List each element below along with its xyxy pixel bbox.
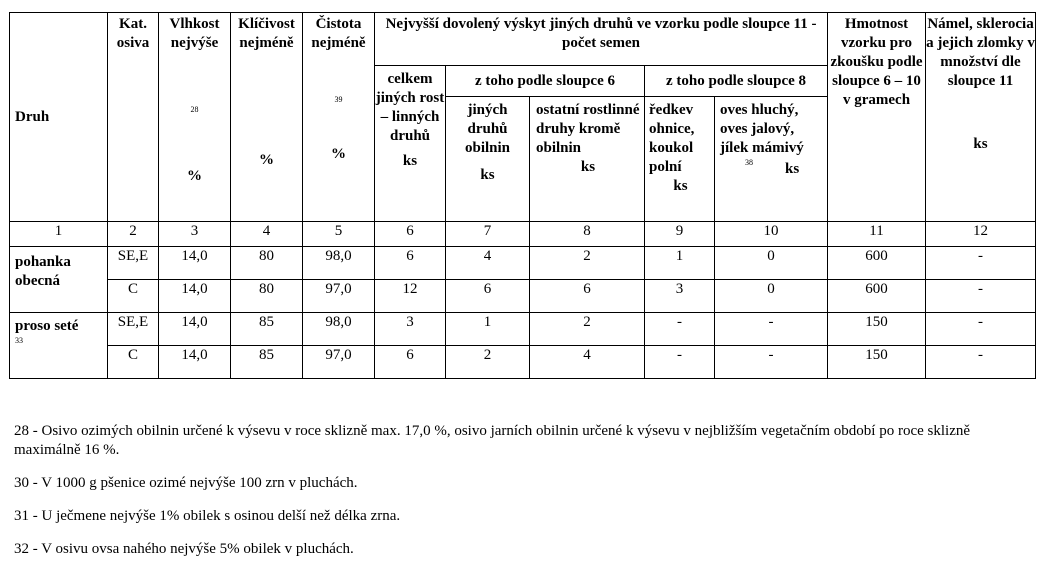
table-cell: 4: [446, 247, 530, 280]
unit-ks: ks: [402, 153, 418, 169]
header-jinych-obilnin-label: jiných druhů obilnin: [464, 102, 511, 156]
header-ostatni: [530, 97, 645, 222]
header-vlhkost: [159, 13, 231, 222]
footnote-ref-33: 33: [15, 336, 23, 345]
footnote-28: 28 - Osivo ozimých obilnin určené k výsevu v roce sklizně max. 17,0 %, osivo jarních obilnin určené k výsevu v nejbližším vegetačním období po roce sklizně maximálně 16 %.: [14, 423, 971, 458]
table-cell: -: [926, 247, 1036, 280]
table-cell: 98,0: [303, 313, 375, 346]
table-cell: -: [926, 280, 1036, 313]
header-nejvyssi-vyskyt: Nejvyšší dovolený výskyt jiných druhů ve vzorku podle sloupce 11 - počet semen: [375, 13, 828, 66]
column-number: 1: [10, 222, 108, 247]
column-number: 2: [108, 222, 159, 247]
table-cell: 80: [231, 247, 303, 280]
table-cell: -: [645, 346, 715, 379]
table-cell: SE,E: [108, 247, 159, 280]
table-cell: 6: [375, 346, 446, 379]
table-cell: 85: [231, 346, 303, 379]
header-oves: [715, 97, 828, 222]
header-kat-osiva: [108, 13, 159, 222]
column-number: 11: [828, 222, 926, 247]
header-cistota-label: Čistota nejméně: [311, 16, 366, 51]
table-cell: C: [108, 280, 159, 313]
table-cell: 14,0: [159, 313, 231, 346]
footnote-ref-38: 38: [745, 158, 753, 167]
column-number: 10: [715, 222, 828, 247]
table-cell: -: [715, 346, 828, 379]
unit-ks: ks: [973, 136, 988, 152]
table-cell: 3: [375, 313, 446, 346]
header-namel-label: Námel, sklerocia a jejich zlomky v množství dle sloupce 11: [926, 16, 1035, 89]
table-row: [10, 280, 1036, 313]
header-oves-footer: [720, 158, 825, 178]
header-klicivost-label: Klíčivost nejméně: [238, 16, 295, 51]
unit-ks: ks: [785, 161, 800, 177]
header-jinych-obilnin: [446, 97, 530, 222]
table-cell: 0: [715, 280, 828, 313]
header-ostatni-label: ostatní rostlinné druhy kromě obilnin: [536, 102, 640, 156]
column-number: 4: [231, 222, 303, 247]
table-cell: 2: [530, 313, 645, 346]
column-number: 7: [446, 222, 530, 247]
table-cell: 6: [446, 280, 530, 313]
table-cell: 97,0: [303, 346, 375, 379]
unit-percent: %: [331, 146, 346, 162]
table-cell: 12: [375, 280, 446, 313]
table-cell: 1: [446, 313, 530, 346]
column-number: 8: [530, 222, 645, 247]
column-number: 3: [159, 222, 231, 247]
header-kat-label: Kat. osiva: [116, 16, 150, 51]
table-cell: -: [715, 313, 828, 346]
table-cell: 1: [645, 247, 715, 280]
table-cell: 0: [715, 247, 828, 280]
footnote-30: 30 - V 1000 g pšenice ozimé nejvýše 100 zrn v pluchách.: [14, 475, 358, 491]
table-cell: 150: [828, 346, 926, 379]
table-cell: 600: [828, 247, 926, 280]
table-cell: -: [926, 313, 1036, 346]
table-cell: 85: [231, 313, 303, 346]
header-z-toho-8: z toho podle sloupce 8: [645, 66, 828, 97]
unit-ks: ks: [480, 167, 495, 183]
table-cell: 150: [828, 313, 926, 346]
table-cell: 80: [231, 280, 303, 313]
table-cell: 14,0: [159, 247, 231, 280]
table-cell: -: [926, 346, 1036, 379]
header-celkem-label: celkem jiných rost – linných druhů: [375, 71, 445, 144]
crop-name-pohanka: pohanka obecná: [10, 247, 108, 313]
header-hmotnost: Hmotnost vzorku pro zkoušku podle sloupce 6 – 10 v gramech: [828, 13, 926, 222]
column-number: 6: [375, 222, 446, 247]
table-cell: SE,E: [108, 313, 159, 346]
table-row: [10, 247, 1036, 280]
header-cistota: [303, 13, 375, 222]
table-cell: 14,0: [159, 280, 231, 313]
column-number: 12: [926, 222, 1036, 247]
table-cell: 97,0: [303, 280, 375, 313]
footnotes: [14, 422, 1034, 573]
header-celkem: [375, 66, 446, 222]
table-cell: 3: [645, 280, 715, 313]
table-cell: 2: [530, 247, 645, 280]
table-cell: 6: [375, 247, 446, 280]
unit-ks: ks: [673, 178, 688, 194]
table-cell: 14,0: [159, 346, 231, 379]
footnote-31: 31 - U ječmene nejvýše 1% obilek s osinou delší než délka zrna.: [14, 508, 401, 524]
table-cell: 6: [530, 280, 645, 313]
header-redkev: [645, 97, 715, 222]
unit-ks: ks: [580, 159, 596, 175]
footnote-32: 32 - V osivu ovsa nahého nejvýše 5% obilek v pluchách.: [14, 541, 354, 557]
table-cell: 600: [828, 280, 926, 313]
table-cell: 2: [446, 346, 530, 379]
crop-name-proso-label: proso seté: [15, 318, 79, 334]
header-vlhkost-label: Vlhkost nejvýše: [169, 16, 220, 51]
header-namel: [926, 13, 1036, 222]
table-cell: 4: [530, 346, 645, 379]
table-cell: 98,0: [303, 247, 375, 280]
column-number: 9: [645, 222, 715, 247]
footnote-ref-39: 39: [334, 95, 343, 104]
header-druh: Druh: [10, 13, 108, 222]
table-cell: C: [108, 346, 159, 379]
table-row: [10, 313, 1036, 346]
table-cell: -: [645, 313, 715, 346]
unit-percent: %: [259, 152, 274, 168]
table-row: [10, 346, 1036, 379]
header-z-toho-6: z toho podle sloupce 6: [446, 66, 645, 97]
header-oves-label: oves hluchý, oves jalový, jílek mámivý: [720, 102, 804, 156]
header-redkev-label: ředkev ohnice, koukol polní: [649, 102, 695, 175]
column-number-row: [10, 222, 1036, 247]
header-klicivost: [231, 13, 303, 222]
unit-percent: %: [187, 168, 202, 184]
footnote-ref-28: 28: [190, 105, 199, 114]
crop-name-proso: [10, 313, 108, 379]
column-number: 5: [303, 222, 375, 247]
seed-requirements-table: [9, 12, 1036, 379]
